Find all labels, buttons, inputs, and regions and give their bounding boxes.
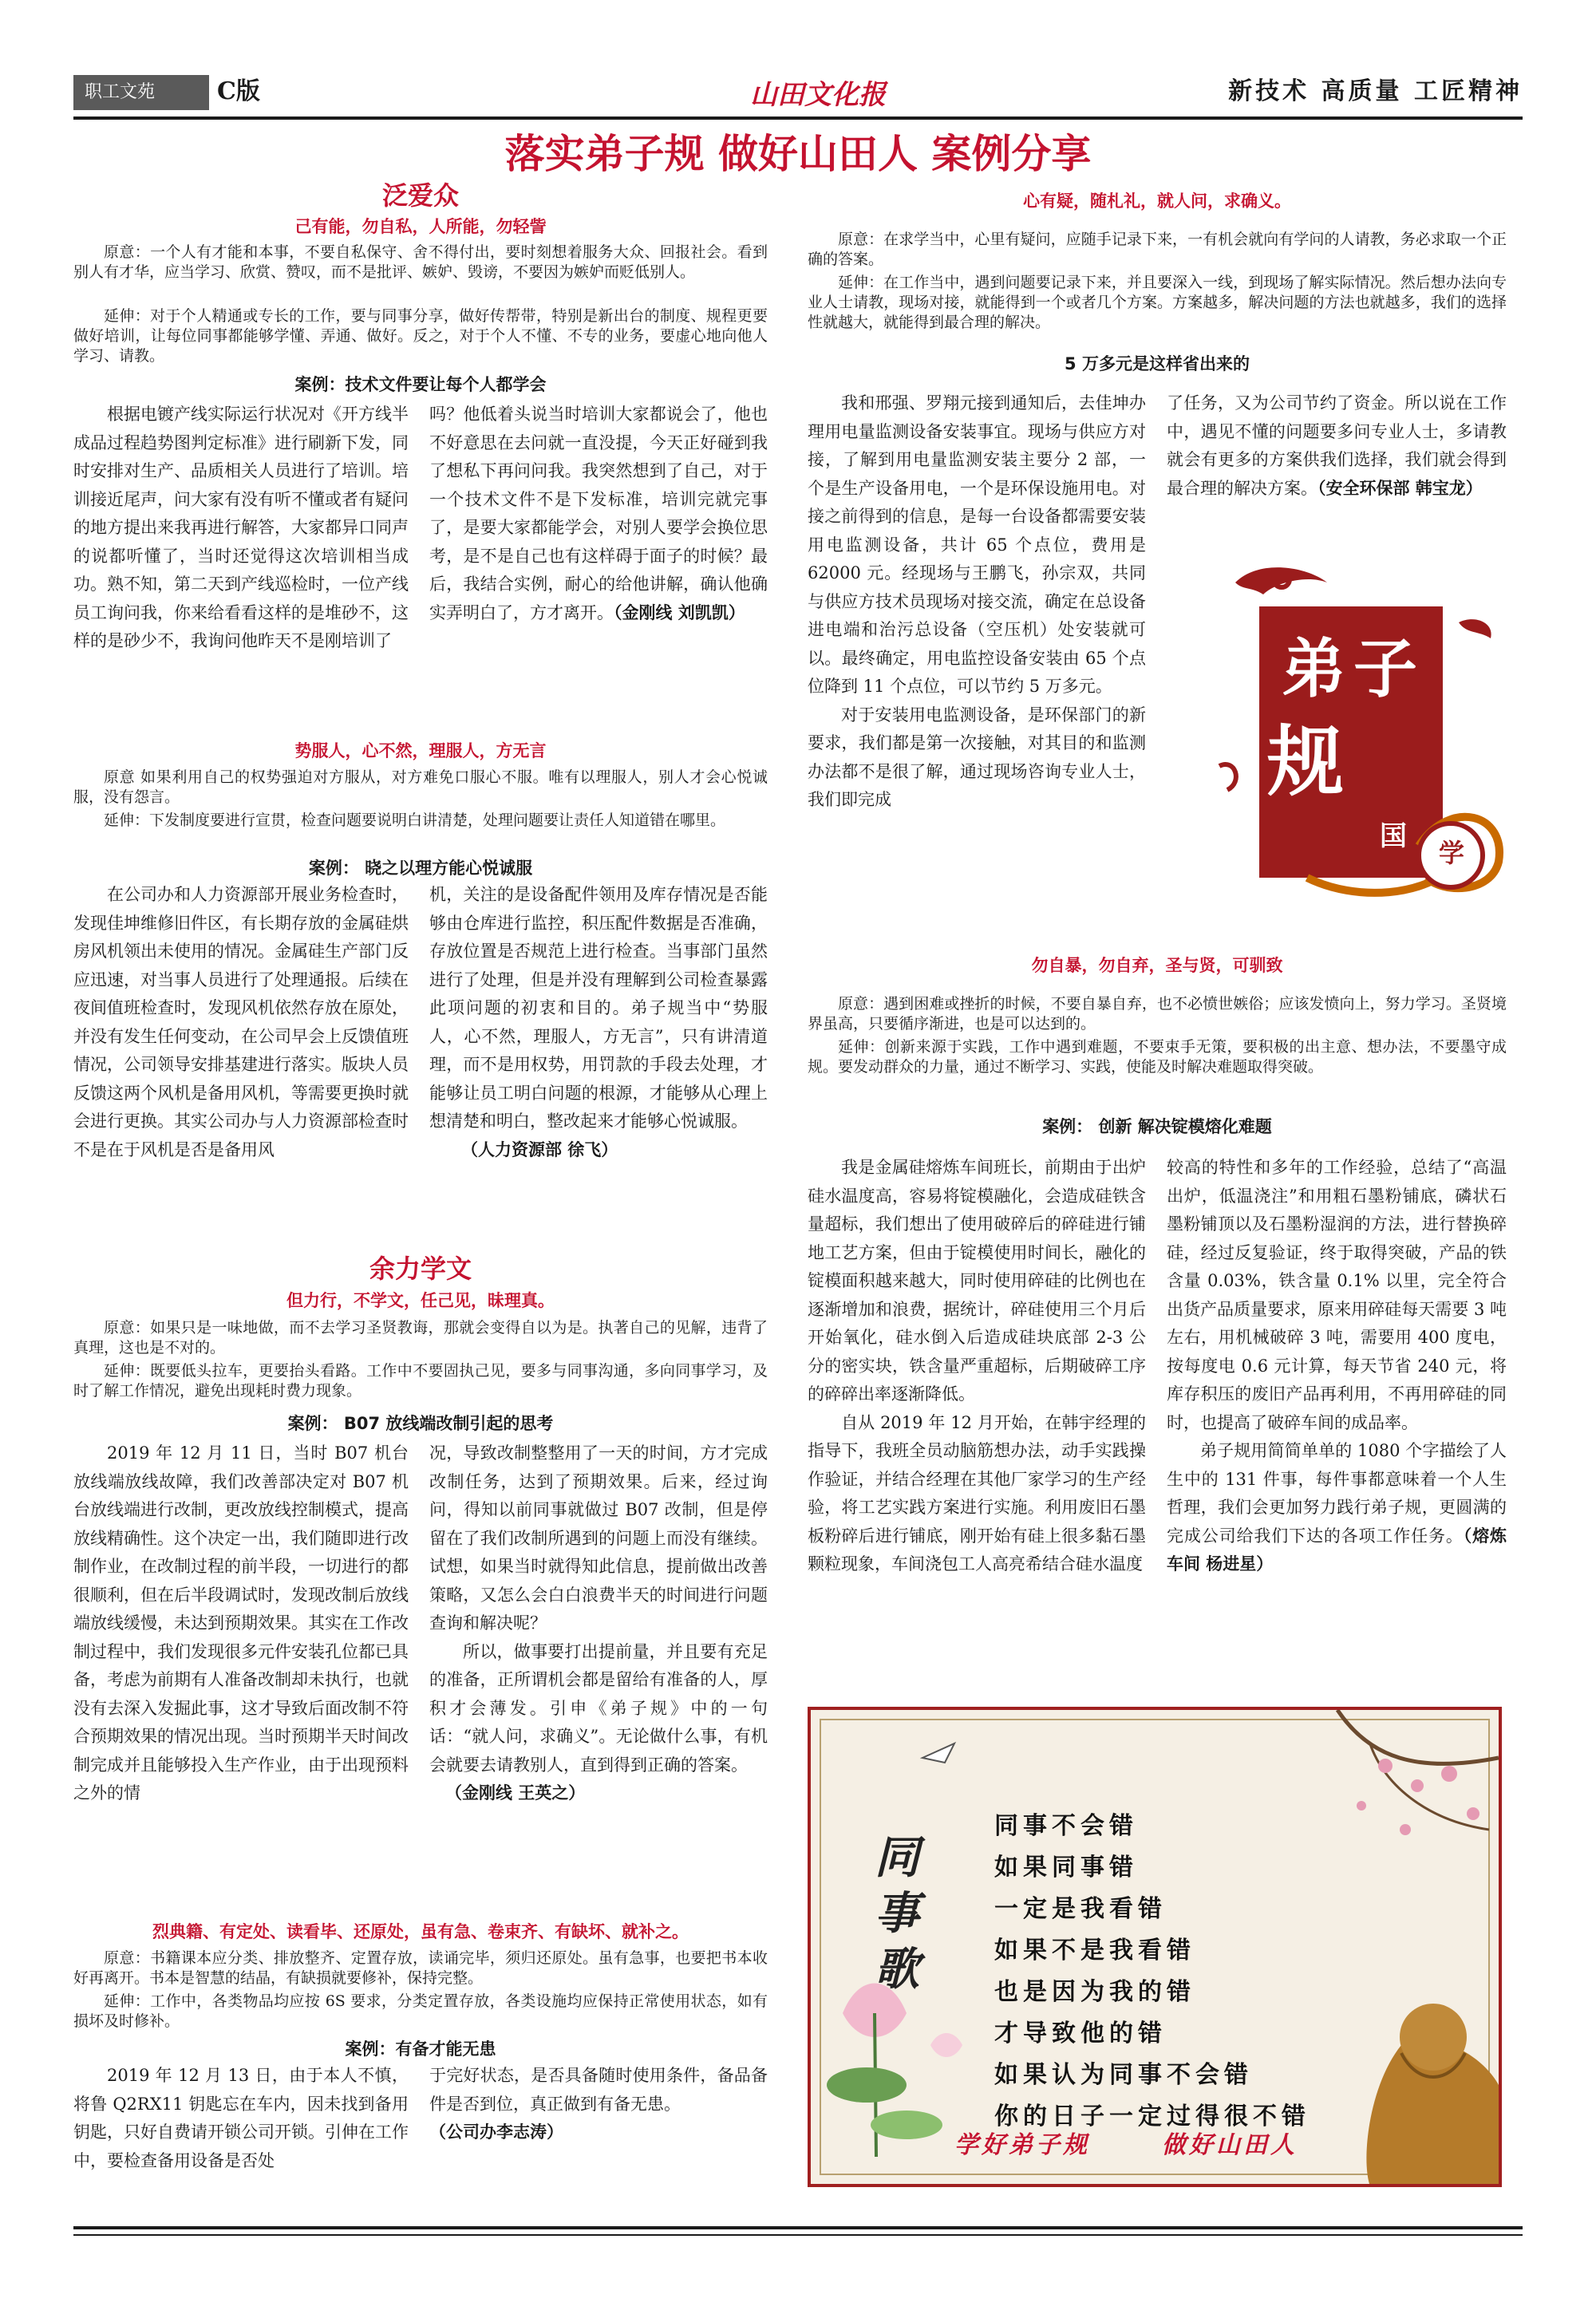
poem-lines	[994, 1806, 1441, 2138]
maxim-meaning: 原意：在求学当中，心里有疑问，应随手记录下来，一有机会就向有学问的人请教，务必求取一个正确的答案。	[808, 231, 1507, 268]
poster-footer-left: 学好弟子规	[954, 2131, 1090, 2159]
colleague-song-poster	[808, 1707, 1502, 2187]
poem-line: 一定是我看错	[994, 1895, 1167, 1923]
paper-name: 山田文化报	[750, 79, 886, 111]
principle-line: 烈典籍、有定处、读看毕、还原处，虽有急、卷束齐、有缺坏、就补之。	[152, 1922, 689, 1941]
guoxue-badge-2: 学	[1438, 838, 1464, 868]
article-body	[808, 1154, 1146, 1579]
maxim-extension: 延伸：创新来源于实践，工作中遇到难题，不要束手无策，要积极的出主意、想办法，不要墨守成规。要发动群众的力量，通过不断学习、实践，使能及时解决难题取得突破。	[808, 1038, 1507, 1076]
poem-line: 才导致他的错	[994, 2020, 1167, 2047]
case-heading: 案例：技术文件要让每个人都学会	[294, 375, 547, 394]
principle-line: 但力行，不学文，任己见，昧理真。	[286, 1291, 555, 1310]
article-body	[429, 2062, 768, 2147]
header-slogan: 新技术 高质量 工匠精神	[1228, 77, 1523, 105]
article-text: 机，关注的是设备配件领用及库存情况是否能够由仓库进行监控，积压配件数据是否准确，存放位置是否规范上进行检查。当事部门虽然进行了处理，但是并没有理解到公司检查暴露此项问题的初衷和目的。弟子规当中“势服人，心不然，理服人，方无言”，只有讲清道理，而不是用权势，用罚款的手段去处理，才能够让员工明白问题的根源，才能够从心理上想清楚和明白，整改起来才能够心悦诚服。	[429, 885, 768, 1131]
author-byline: （公司办李志涛）	[429, 2122, 563, 2142]
article-body	[1167, 1154, 1507, 1579]
poem-line: 同事不会错	[994, 1812, 1138, 1840]
principle-line: 己有能，勿自私，人所能，勿轻訾	[294, 217, 547, 236]
maxim-meaning: 原意：书籍课本应分类、排放整齐、定置存放，读诵完毕，须归还原处。虽有急事，也要把书本收好再离开。书本是智慧的结晶，有缺损就要修补，保持完整。	[73, 1949, 768, 1987]
article-text: 对于安装用电监测设备，是环保部门的新要求，我们都是第一次接触，对其目的和监测办法都不是很了解，通过现场咨询专业人士，我们即完成	[808, 705, 1146, 809]
maxim-extension: 延伸：既要低头拉车，更要抬头看路。工作中不要固执己见，要多与同事沟通，多向同事学习，及时了解工作情况，避免出现耗时费力现象。	[73, 1362, 768, 1400]
case-heading: 案例： 晓之以理方能心悦诚服	[308, 859, 533, 878]
poem-line: 也是因为我的错	[994, 1978, 1195, 2006]
guoxue-badge-1: 国	[1373, 815, 1414, 857]
header-rule	[73, 116, 1523, 120]
article-text: 吗？他低着头说当时培训大家都说会了，他也不好意思在去问就一直没提，今天正好碰到我了想私下再问问我。我突然想到了自己，对于一个技术文件不是下发标准，培训完就完事了，是要大家都能学会，对别人要学会换位思考，是不是自己也有这样碍于面子的时候？最后，我结合实例，耐心的给他讲解，确认他确实弄明白了，方才离开。	[429, 405, 768, 622]
article-body	[808, 389, 1146, 815]
poem-line: 你的日子一定过得很不错	[994, 2103, 1310, 2130]
maxim-meaning: 原意 如果利用自己的权势强迫对方服从，对方难免口服心不服。唯有以理服人，别人才会心悦诚服，没有怨言。	[73, 768, 768, 806]
author-byline: （熔炼车间 杨进星）	[1167, 1526, 1507, 1574]
maxim-extension: 延伸：工作中，各类物品均应按 6S 要求，分类定置存放，各类设施均应保持正常使用状态，如有损坏及时修补。	[73, 1992, 768, 2030]
article-text: 了任务，又为公司节约了资金。所以说在工作中，遇见不懂的问题要多问专业人士，多请教就会有更多的方案供我们选择，我们就会得到最合理的解决方案。	[1167, 393, 1507, 498]
article-body: 2019 年 12 月 13 日，由于本人不慎，将鲁 Q2RX11 钥匙忘在车内，因未找到备用钥匙，只好自费请开锁公司开锁。引伸在工作中，要检查备用设备是否处	[73, 2066, 409, 2170]
case-heading: 案例： B07 放线端改制引起的思考	[287, 1414, 554, 1433]
article-body: 根据电镀产线实际运行状况对《开方线半成品过程趋势图判定标准》进行刷新下发，同时安排对生产、品质相关人员进行了培训。培训接近尾声，问大家有没有听不懂或者有疑问的地方提出来我再进行解答，大家都异口同声的说都听懂了，当时还觉得这次培训相当成功。熟不知，第二天到产线巡检时，一位产线员工询问我，你来给看看这样的是堆砂不，这样的是砂少不，我询问他昨天不是刚培训了	[73, 405, 409, 650]
principle-line: 勿自暴，勿自弃，圣与贤，可驯致	[1031, 956, 1283, 975]
article-body	[429, 1439, 768, 1808]
maxim-extension: 延伸：下发制度要进行宣贯，检查问题要说明白讲清楚，处理问题要让责任人知道错在哪里。	[104, 811, 726, 829]
article-text: 弟子规用简简单单的 1080 个字描绘了人生中的 131 件事，每件事都意味着一个人生哲理，我们会更加努力践行弟子规，更圆满的完成公司给我们下达的各项工作任务。	[1167, 1441, 1507, 1546]
dizigui-illustration	[1187, 559, 1507, 902]
case-heading: 5 万多元是这样省出来的	[1065, 354, 1250, 373]
author-byline: （安全环保部 韩宝龙）	[1317, 478, 1483, 498]
article-text: 我是金属硅熔炼车间班长，前期由于出炉硅水温度高，容易将锭模融化，会造成硅铁含量超标，我们想出了使用破碎后的碎硅进行铺地工艺方案，但由于锭模使用时间长，融化的锭模面积越来越大，同时使用碎硅的比例也在逐渐增加和浪费，据统计，碎硅使用三个月后开始氧化，硅水倒入后造成硅块底部 2-3 公分的密实块，铁含量严重超标，后期破碎工序的碎碎出率逐渐降低。	[808, 1158, 1146, 1404]
section-title-yulixuewen: 余力学文	[369, 1254, 472, 1284]
article-body	[1167, 389, 1507, 503]
article-text: 所以，做事要打出提前量，并且要有充足的准备，正所谓机会都是留给有准备的人，厚积才会薄发。引申《弟子规》中的一句话：“就人问，求确义”。无论做什么事，有机会就要去请教别人，直到得到正确的答案。	[429, 1641, 768, 1775]
article-text: 我和邢强、罗翔元接到通知后，去佳坤办理用电量监测设备安装事宜。现场与供应方对接，了解到用电量监测安装主要分 2 部，一个是生产设备用电，一个是环保设施用电。对接之前得到的信息，是每一台设备都需要安装用电监测设备，共计 65 个点位，费用是 62000 元。经现场与王鹏飞，孙宗双，共同与供应方技术员现场对接交流，确定在总设备进电端和治污总设备（空压机）处安装就可以。最终确定，用电监控设备安装由 65 个点位降到 11 个点位，可以节约 5 万多元。	[808, 393, 1146, 696]
article-text: 于完好状态，是否具备随时使用条件，备品备件是否到位，真正做到有备无患。	[429, 2066, 768, 2114]
dizigui-text-1: 弟子	[1282, 631, 1425, 706]
footer-rule	[73, 2226, 1523, 2229]
article-text: 自从 2019 年 12 月开始，在韩宇经理的指导下，我班全员动脑筋想办法，动手实践操作验证，并结合经理在其他厂家学习的生产经验，将工艺实践方案进行实施。利用废旧石墨板粉碎后进行铺底，刚开始有硅上很多黏石墨颗粒现象，车间浇包工人高亮希结合硅水温度	[808, 1412, 1146, 1574]
maxim-meaning: 原意：如果只是一味地做，而不去学习圣贤教诲，那就会变得自以为是。执著自己的见解，违背了真理，这也是不对的。	[73, 1319, 768, 1356]
maxim-meaning: 原意：一个人有才能和本事，不要自私保守、舍不得付出，要时刻想着服务大众、回报社会。看到别人有才华，应当学习、欣赏、赞叹，而不是批评、嫉妒、毁谤，不要因为嫉妒而贬低别人。	[73, 243, 768, 281]
poem-line: 如果同事错	[994, 1854, 1138, 1882]
poem-line: 如果不是我看错	[994, 1937, 1195, 1964]
poem-line: 如果认为同事不会错	[994, 2061, 1253, 2089]
maxim-extension: 延伸：在工作当中，遇到问题要记录下来，并且要深入一线，到现场了解实际情况。然后想办法向专业人士请教，现场对接，就能得到一个或者几个方案。方案越多，解决问题的方法也就越多，我们的选择性就越大，就能得到最合理的解决。	[808, 274, 1507, 331]
edition-label: C版	[217, 77, 260, 105]
maxim-meaning: 原意：遇到困难或挫折的时候，不要自暴自弃，也不必愤世嫉俗；应该发愤向上，努力学习。圣贤境界虽高，只要循序渐进，也是可以达到的。	[808, 995, 1507, 1033]
principle-line: 心有疑，随札礼，就人问，求确义。	[1023, 192, 1291, 211]
footer-rule-thin	[73, 2234, 1523, 2236]
dizigui-text-2: 规	[1267, 717, 1344, 807]
case-heading: 案例：有备才能无患	[345, 2039, 496, 2059]
author-byline: （金刚线 王英之）	[445, 1783, 586, 1803]
article-text: 较高的特性和多年的工作经验，总结了“高温出炉，低温浇注”和用粗石墨粉铺底，磷状石墨粉铺顶以及石墨粉湿润的方法，进行替换碎硅，经过反复验证，终于取得突破，产品的铁含量 0.03%，铁含量 0.1% 以里，完全符合出货产品质量要求，原来用碎硅每天需要 3 吨左右，用机械破碎 3 吨，需要用 400 度电，按每度电 0.6 元计算，每天节省 240 元，将库存积压的废旧产品再利用，不再用碎硅的同时，也提高了破碎车间的成品率。	[1167, 1158, 1507, 1432]
article-body	[429, 881, 768, 1164]
case-heading: 案例： 创新 解决锭模熔化难题	[1042, 1117, 1272, 1136]
author-byline: （金刚线 刘凯凯）	[614, 602, 745, 622]
article-body: 在公司办和人力资源部开展业务检查时，发现佳坤维修旧件区，有长期存放的金属硅烘房风机领出未使用的情况。金属硅生产部门反应迅速，对当事人员进行了处理通报。后续在夜间值班检查时，发现风机依然存放在原处，并没有发生任何变动，在公司早会上反馈值班情况，公司领导安排基建进行落实。版块人员反馈这两个风机是备用风机，等需要更换时就会进行更换。其实公司办与人力资源部检查时不是在于风机是否是备用风	[73, 885, 409, 1159]
column-label: 职工文苑	[73, 75, 209, 110]
principle-line: 势服人，心不然，理服人，方无言	[294, 741, 547, 760]
article-body: 2019 年 12 月 11 日，当时 B07 机台放线端放线故障，我们改善部决定对 B07 机台放线端进行改制，更改放线控制模式，提高放线精确性。这个决定一出，我们随即进行改制作业，在改制过程的前半段，一切进行的都很顺利，但在后半段调试时，发现改制后放线端放线缓慢，未达到预期效果。其实在工作改制过程中，我们发现很多元件安装孔位都已具备，考虑为前期有人准备改制却未执行，也就没有去深入发掘此事，这才导致后面改制不符合预期效果的情况出现。当时预期半天时间改制完成并且能够投入生产作业，由于出现预料之外的情	[73, 1443, 409, 1803]
poster-title: 同事歌	[875, 1831, 919, 1996]
page-headline: 落实弟子规 做好山田人 案例分享	[504, 131, 1092, 177]
article-text	[1167, 1437, 1507, 1579]
section-title-fanaizhong: 泛爱众	[381, 180, 459, 211]
poster-footer-right: 做好山田人	[1162, 2131, 1298, 2159]
article-body	[429, 401, 768, 627]
maxim-extension: 延伸：对于个人精通或专长的工作，要与同事分享，做好传帮带，特别是新出台的制度、规程更要做好培训，让每位同事都能够学懂、弄通、做好。反之，对于个人不懂、不专的业务，要虚心地向他人学习、请教。	[73, 307, 768, 365]
article-text: 况，导致改制整整用了一天的时间，方才完成改制任务，达到了预期效果。后来，经过询问，得知以前同事就做过 B07 改制，但是停留在了我们改制所遇到的问题上而没有继续。试想，如果当时就得知此信息，提前做出改善策略，又怎么会白白浪费半天的时间进行问题查询和解决呢？	[429, 1443, 768, 1633]
author-byline: （人力资源部 徐飞）	[461, 1139, 618, 1159]
